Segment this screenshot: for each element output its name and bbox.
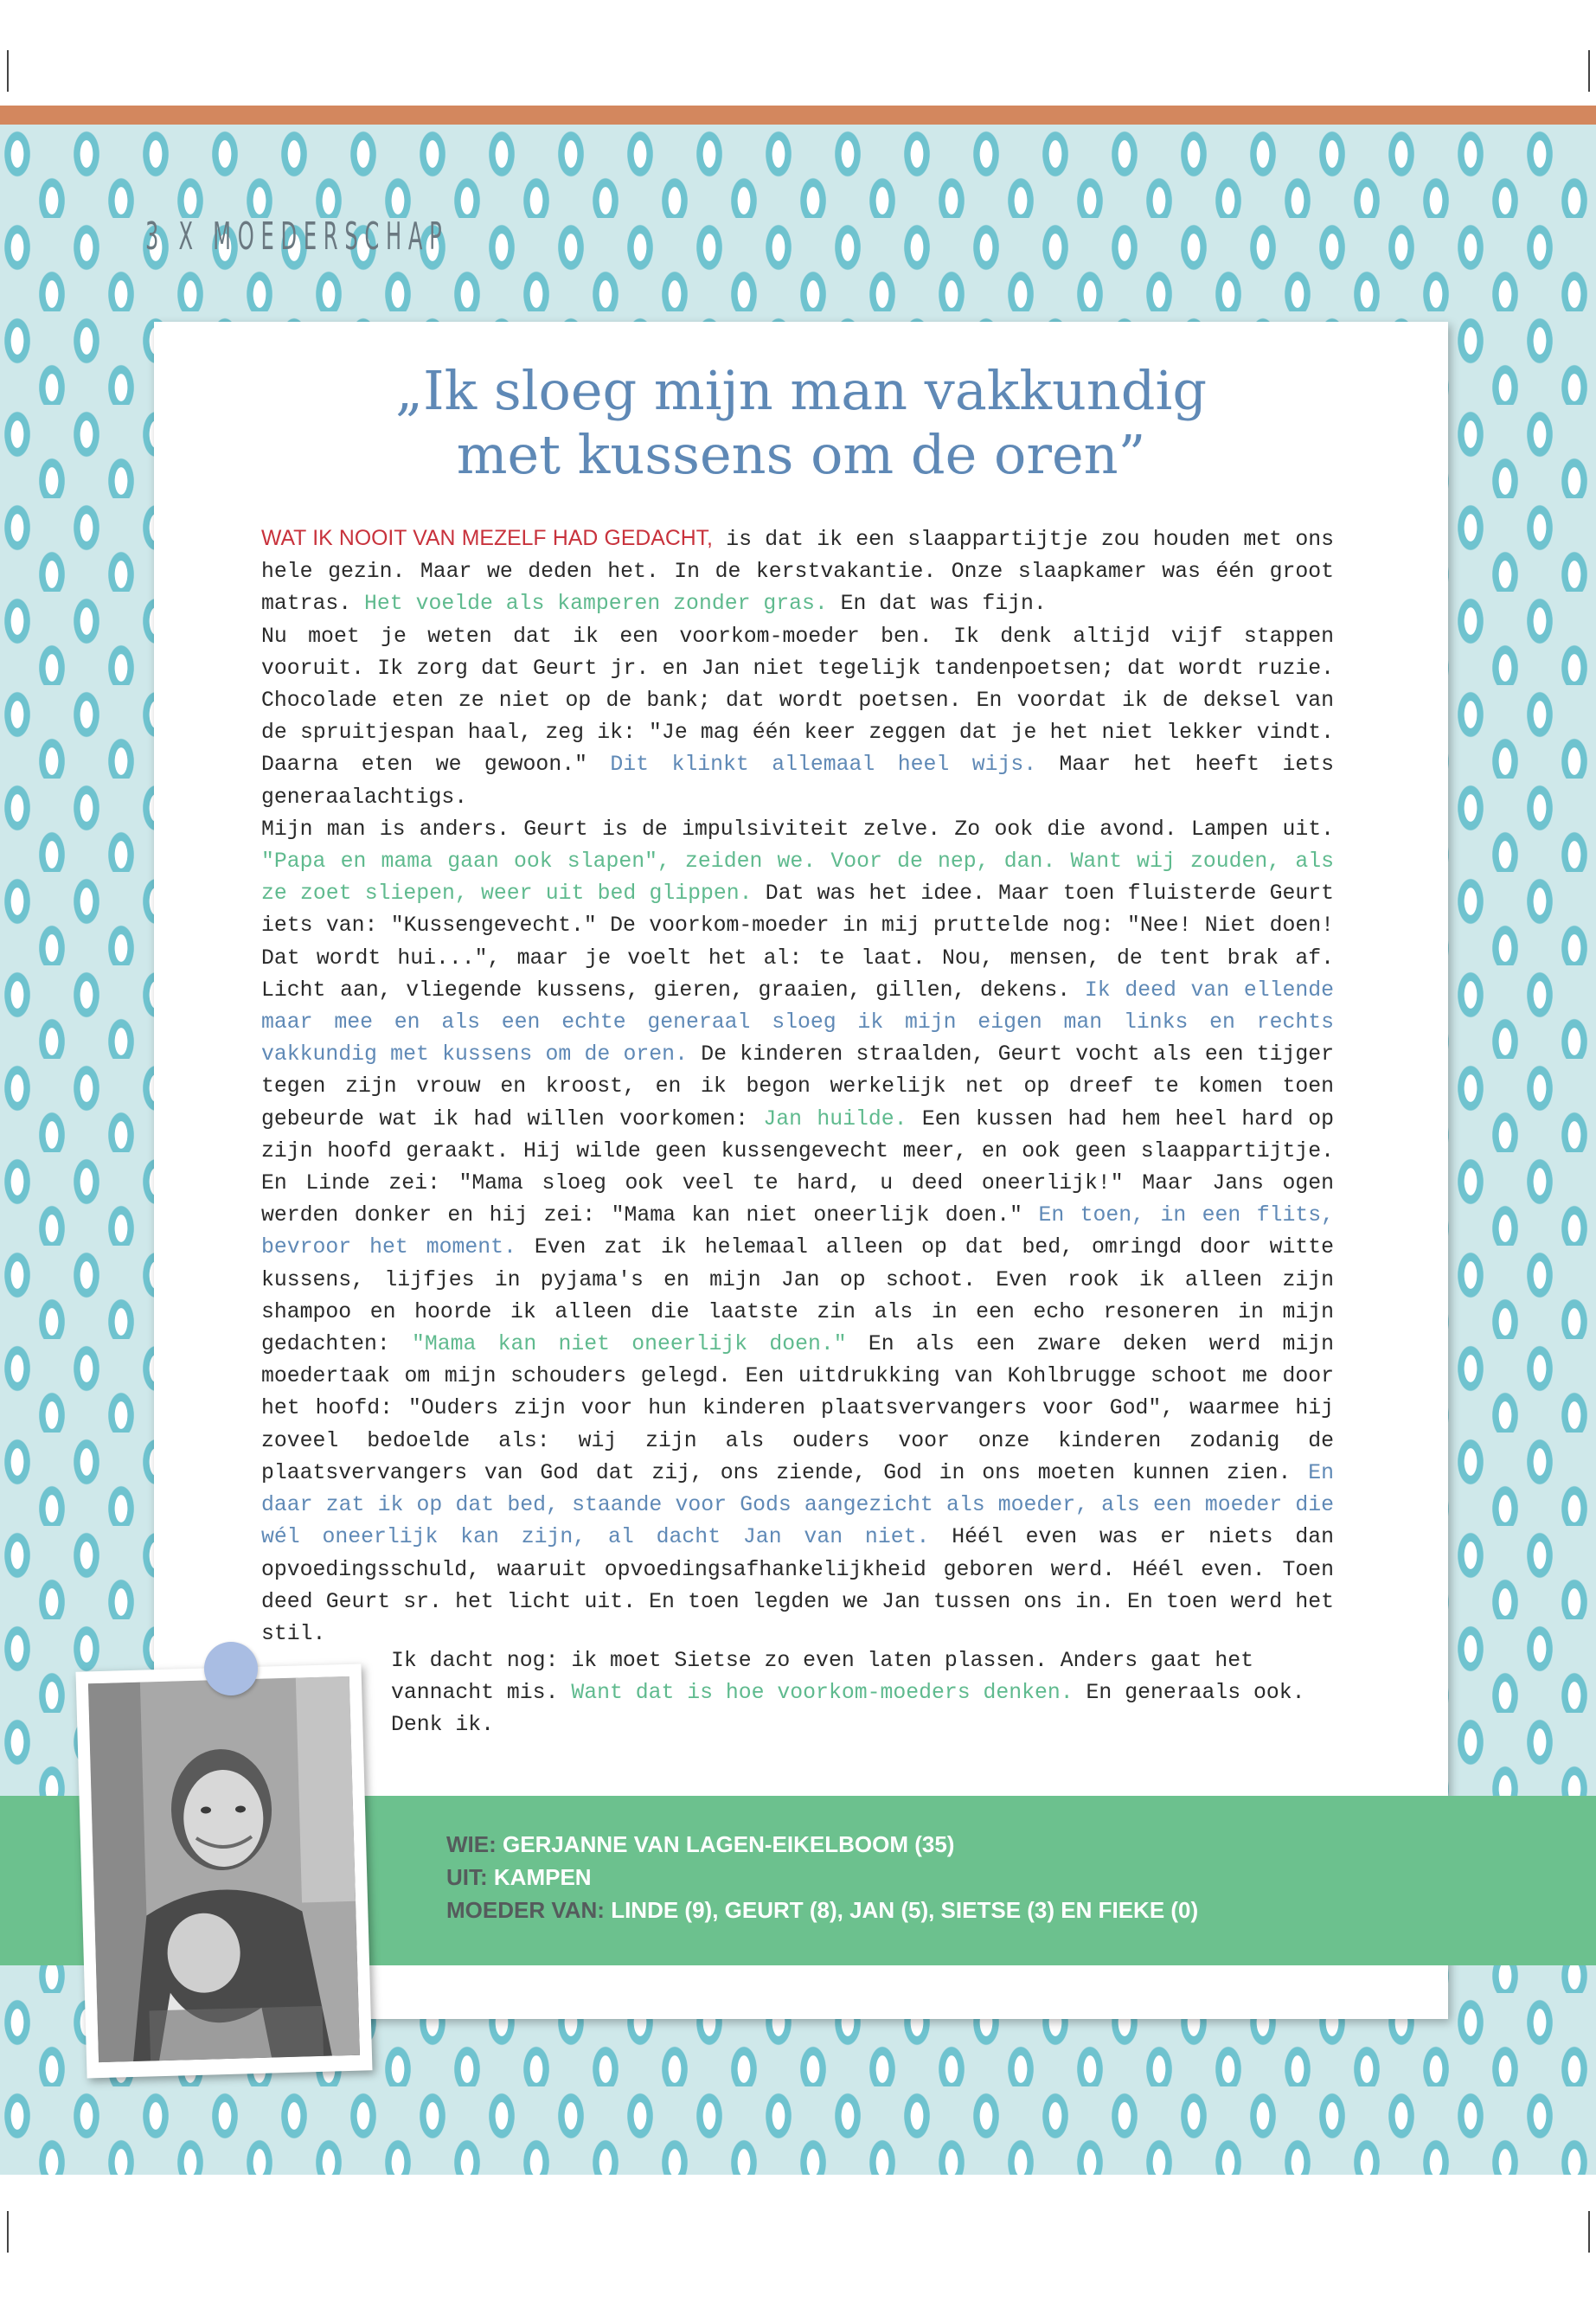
lead-in: WAT IK NOOIT VAN MEZELF HAD GEDACHT, xyxy=(261,527,713,550)
crop-mark xyxy=(7,50,9,92)
header-accent-bar xyxy=(0,106,1596,125)
text-run: Héél even was er niets dan opvoedingsschuld, waaruit opvoedingsafhankelijkheid geboren werd. Héél even. Toen deed Geurt sr. het licht uit. En toen legden we Jan tussen ons in. En toen werd het stil. xyxy=(261,1525,1334,1646)
author-photo xyxy=(88,1676,360,2062)
highlight-blue: Ik deed van ellende maar mee en als een echte generaal sloeg ik mijn eigen man links en rechts vakkundig met kussens om de oren. xyxy=(261,977,1335,1067)
info-who-value: GERJANNE VAN LAGEN-EIKELBOOM (35) xyxy=(503,1831,955,1857)
info-from-value: KAMPEN xyxy=(493,1864,592,1890)
pushpin-icon xyxy=(204,1642,258,1695)
info-from-label: UIT: xyxy=(446,1864,488,1890)
text-run: Nu moet je weten dat ik een voorkom-moeder ben. Ik denk altijd vijf stappen vooruit. Ik zorg dat Geurt jr. en Jan niet tegelijk tandenpoetsen; dat wordt ruzie. Chocolade eten ze niet op de bank; dat wordt poetsen. En voordat ik de deksel van de spruitjespan haal, zeg ik: "Je mag één keer zeggen dat je het niet lekker vindt. Daarna eten we gewoon." xyxy=(261,624,1334,778)
text-run: Een kussen had hem heel hard op zijn hoofd geraakt. Hij wilde geen kussengevecht meer, en ook geen slaappartijtje. En Linde zei: "Mama sloeg ook veel te hard, u deed oneerlijk!" Maar Jans ogen werden donker en hij zei: "Mama kan niet oneerlijk doen." xyxy=(261,1106,1335,1228)
text-run: Ik dacht nog: ik moet Sietse zo even laten plassen. Anders gaat het vannacht mis. xyxy=(391,1649,1253,1706)
highlight-green: Het voelde als kamperen zonder gras. xyxy=(364,592,828,617)
highlight-green: Want dat is hoe voorkom-moeders denken. xyxy=(571,1681,1074,1706)
highlight-blue: En toen, in een flits, bevroor het moment. xyxy=(261,1203,1334,1260)
paragraph-4 xyxy=(391,1645,1334,1742)
info-who xyxy=(446,1828,1198,1861)
text-run: Even zat ik helemaal alleen op dat bed, omringd door witte kussens, lijfjes in pyjama's en mijn Jan op schoot. Even rook ik alleen zijn shampoo en hoorde ik alleen die laatste zin als in een echo resoneren in mijn gedachten: xyxy=(261,1235,1335,1357)
highlight-blue: Dit klinkt allemaal heel wijs. xyxy=(610,753,1037,778)
crop-mark xyxy=(1588,2211,1590,2253)
text-run: De kinderen straalden, Geurt vocht als een tijger tegen zijn vrouw en kroost, en ik begon werkelijk net op dreef te komen toen gebeurde wat ik had willen voorkomen: xyxy=(261,1042,1335,1131)
headline-line-1: „Ik sloeg mijn man vakkundig xyxy=(394,359,1208,422)
article-body xyxy=(261,522,1334,1650)
text-run: En dat was fijn. xyxy=(827,592,1047,617)
headline-line-2: met kussens om de oren” xyxy=(456,423,1146,486)
highlight-green: "Mama kan niet oneerlijk doen." xyxy=(412,1332,847,1357)
paragraph-2 xyxy=(261,621,1334,814)
crop-mark xyxy=(7,2211,9,2253)
section-label: 3 X MOEDERSCHAP xyxy=(145,215,449,259)
highlight-green: Jan huilde. xyxy=(763,1106,907,1131)
highlight-green: "Papa en mama gaan ook slapen", zeiden we. Voor de nep, dan. Want wij zouden, als ze zoet sliepen, weer uit bed glippen. xyxy=(261,849,1334,907)
crop-mark xyxy=(1588,50,1590,92)
text-run: Maar het heeft iets generaalachtigs. xyxy=(261,753,1334,810)
text-run: En als een zware deken werd mijn moedertaak om mijn schouders gelegd. Een uitdrukking van Kohlbrugge schoot me door het hoofd: "Ouders zijn voor hun kinderen plaatsvervangers voor God", waarmee hij zoveel bedoelde als: wij zijn als ouders voor onze kinderen zodanig de plaatsvervangers van God dat zij, ons ziende, God in ons moeten kunnen zien. xyxy=(261,1332,1334,1485)
info-who-label: WIE: xyxy=(446,1831,497,1857)
info-mother-value: LINDE (9), GEURT (8), JAN (5), SIETSE (3) EN FIEKE (0) xyxy=(611,1897,1199,1923)
info-mother-label: MOEDER VAN: xyxy=(446,1897,605,1923)
headline xyxy=(154,359,1448,487)
highlight-blue: En daar zat ik op dat bed, staande voor Gods aangezicht als moeder, als een moeder die wél oneerlijk kan zijn, al dacht Jan van niet. xyxy=(261,1460,1334,1550)
author-photo-illustration xyxy=(88,1676,360,2062)
text-run: En generaals ook. Denk ik. xyxy=(391,1681,1305,1738)
author-info xyxy=(446,1828,1198,1926)
author-photo-frame xyxy=(76,1663,373,2078)
text-run: Mijn man is anders. Geurt is de impulsiviteit zelve. Zo ook die avond. Lampen uit. xyxy=(261,817,1334,842)
paragraph-1 xyxy=(261,522,1334,621)
text-run: is dat ik een slaappartijtje zou houden met ons hele gezin. Maar we deden het. In de kerstvakantie. Onze slaapkamer was één groot matras. xyxy=(261,528,1334,617)
text-run: Dat was het idee. Maar toen fluisterde Geurt iets van: "Kussengevecht." De voorkom-moeder in mij pruttelde nog: "Nee! Niet doen! Dat wordt hui...", maar je voelt het al: te laat. Nou, mensen, de tent brak af. Licht aan, vliegende kussens, gieren, graaien, gillen, dekens. xyxy=(261,881,1335,1003)
info-from xyxy=(446,1861,1198,1894)
info-mother xyxy=(446,1894,1198,1926)
paragraph-3 xyxy=(261,814,1334,1650)
